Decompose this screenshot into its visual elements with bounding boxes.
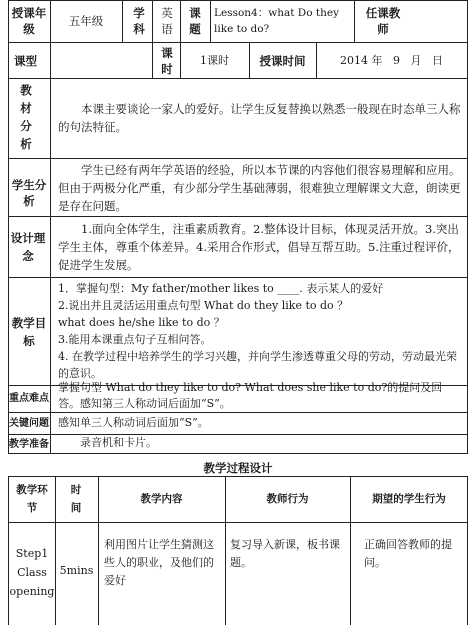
key-problem-text: 感知单三人称动词后面加“S”。 xyxy=(58,416,209,429)
goal-item: 4. 在教学过程中培养学生的学习兴趣，并向学生渗透尊重父母的劳动，劳动最光荣的意识。 xyxy=(58,350,457,380)
student-analysis-text: 学生已经有两年学英语的经验，所以本节课的内容他们很容易理解和应用。但由于两极分化严重，有少部分学生基础薄弱，很难独立理解课文大意，朗读更是存在问题。 xyxy=(58,163,461,213)
grade-label: 授课年级 xyxy=(11,6,47,36)
row-student: 正确回答教师的提问。 xyxy=(364,538,452,569)
teaching-prep-text: 录音机和卡片。 xyxy=(80,436,157,449)
design-concept-text: 1.面向全体学生，注重素质教育。2.整体设计目标，体现灵活开放。3.突出学生主体，尊重个体差异。4.采用合作形式，倡导互帮互助。5.注重过程评价，促进学生发展。 xyxy=(58,222,460,272)
hours-label: 课时 xyxy=(161,46,173,76)
header-time: 时间 xyxy=(70,484,82,514)
header-step: 教学环节 xyxy=(16,484,48,514)
goal-item: what does he/she like to do ？ xyxy=(58,316,225,329)
topic-value: Lesson4：what Do they like to do? xyxy=(214,7,340,35)
goal-item: 3.能用本课重点句子互相问答。 xyxy=(58,333,212,346)
goal-item: 2.说出并且灵活运用重点句型 What do they like to do ？ xyxy=(58,299,349,312)
row-step: Step1 Class opening xyxy=(9,547,55,598)
teaching-goals-label: 教学目标 xyxy=(11,316,47,348)
subject-label: 学科 xyxy=(133,6,145,36)
time-value: 2014 年 9 月 日 xyxy=(340,54,443,67)
student-analysis-label: 学生分析 xyxy=(11,178,47,208)
process-title: 教学过程设计 xyxy=(203,461,273,475)
row-content: 利用图片让学生猜测这些人的职业，及他们的爱好 xyxy=(104,538,214,587)
type-label: 课型 xyxy=(14,54,37,68)
row-time: 5mins xyxy=(59,564,94,577)
analysis-label: 教材分析 xyxy=(20,83,32,151)
header-teacher: 教师行为 xyxy=(266,493,309,505)
grade-value: 五年级 xyxy=(68,14,104,28)
teaching-prep-label: 教学准备 xyxy=(9,439,49,450)
row-teacher: 复习导入新课，板书课题。 xyxy=(230,538,340,569)
time-label: 授课时间 xyxy=(259,54,306,68)
header-student: 期望的学生行为 xyxy=(372,493,446,505)
topic-label: 课题 xyxy=(189,6,201,36)
goal-item: 1．掌握句型：My father/mother likes to ____. 表示某人的爱好 xyxy=(58,282,384,295)
hours-value: 1课时 xyxy=(200,54,229,67)
header-content: 教学内容 xyxy=(140,493,183,505)
key-points-text: 掌握句型 What do they like to do? What does she like to do?的提问及回答。感知第三人称动词后面加“S”。 xyxy=(58,381,443,410)
key-points-label: 重点难点 xyxy=(9,393,49,404)
design-concept-label: 设计理念 xyxy=(10,231,46,263)
teacher-label: 任课教师 xyxy=(365,6,401,36)
key-problem-label: 关键问题 xyxy=(9,418,49,429)
analysis-text: 本课主要谈论一家人的爱好。让学生反复替换以熟悉一般现在时态单三人称的句法特征。 xyxy=(58,102,461,134)
subject-value: 英语 xyxy=(161,6,173,36)
